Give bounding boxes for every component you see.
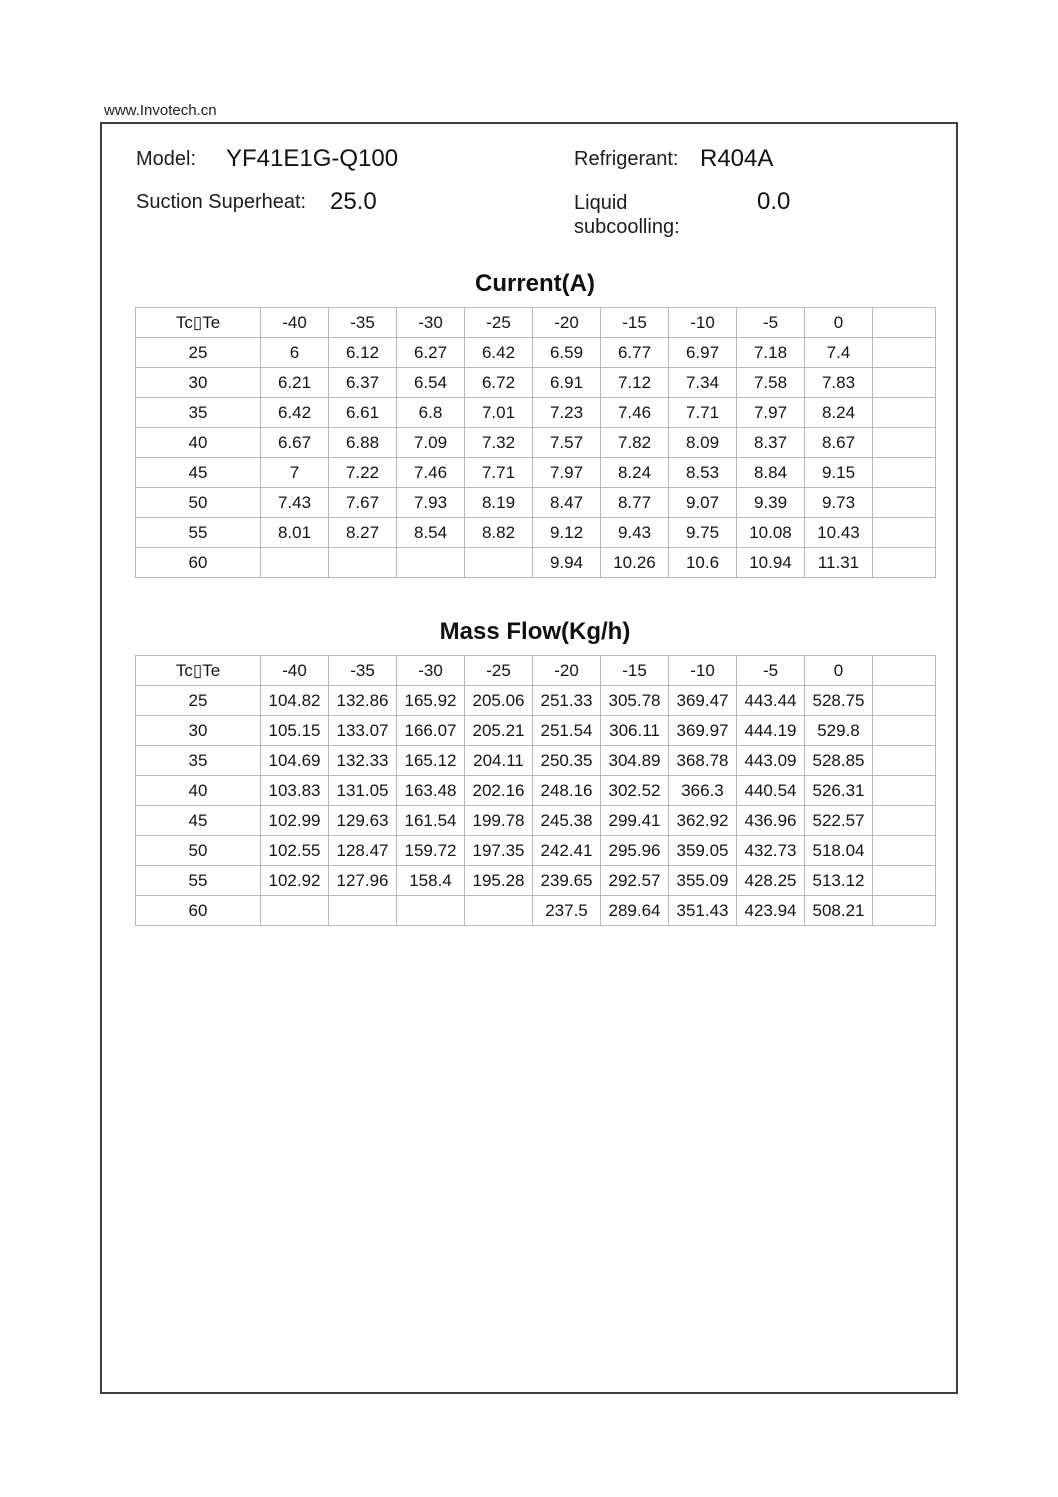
tc-row-header: 30	[136, 368, 261, 398]
table-cell: 302.52	[601, 776, 669, 806]
tc-row-header: 35	[136, 398, 261, 428]
table-cell: 369.97	[669, 716, 737, 746]
table-cell	[261, 896, 329, 926]
table-cell: 368.78	[669, 746, 737, 776]
te-column-header: -20	[533, 656, 601, 686]
empty-cell	[873, 368, 936, 398]
massflow-table	[135, 655, 936, 926]
table-row	[136, 776, 936, 806]
table-cell: 444.19	[737, 716, 805, 746]
table-cell: 306.11	[601, 716, 669, 746]
table-cell: 7.34	[669, 368, 737, 398]
table-row	[136, 716, 936, 746]
table-cell: 8.37	[737, 428, 805, 458]
model-label: Model:	[136, 148, 197, 170]
empty-cell	[873, 746, 936, 776]
table-cell: 6.12	[329, 338, 397, 368]
tc-row-header: 45	[136, 806, 261, 836]
table-cell: 6	[261, 338, 329, 368]
table-cell: 440.54	[737, 776, 805, 806]
website-url: www.Invotech.cn	[104, 102, 217, 119]
te-column-header: -25	[465, 308, 533, 338]
table-cell	[261, 548, 329, 578]
table-cell: 204.11	[465, 746, 533, 776]
table-cell: 366.3	[669, 776, 737, 806]
table-cell: 10.6	[669, 548, 737, 578]
table-cell: 7.58	[737, 368, 805, 398]
empty-cell	[873, 686, 936, 716]
document-frame	[100, 122, 958, 1394]
table-cell: 528.75	[805, 686, 873, 716]
table-row	[136, 746, 936, 776]
tc-row-header: 40	[136, 776, 261, 806]
table-cell: 8.82	[465, 518, 533, 548]
table-cell: 8.19	[465, 488, 533, 518]
table-cell: 9.15	[805, 458, 873, 488]
table-row	[136, 398, 936, 428]
table-cell: 7.18	[737, 338, 805, 368]
table-cell: 9.43	[601, 518, 669, 548]
table-cell: 359.05	[669, 836, 737, 866]
table-cell: 6.42	[465, 338, 533, 368]
empty-cell	[873, 896, 936, 926]
table-cell: 165.12	[397, 746, 465, 776]
table-cell: 11.31	[805, 548, 873, 578]
table-row	[136, 488, 936, 518]
table-cell: 103.83	[261, 776, 329, 806]
table-cell: 6.37	[329, 368, 397, 398]
table-cell: 133.07	[329, 716, 397, 746]
empty-cell	[873, 338, 936, 368]
table-cell: 10.26	[601, 548, 669, 578]
table-cell: 8.77	[601, 488, 669, 518]
table-cell: 205.21	[465, 716, 533, 746]
table-cell: 8.01	[261, 518, 329, 548]
table-row	[136, 806, 936, 836]
table-cell: 7.12	[601, 368, 669, 398]
table-cell	[397, 896, 465, 926]
table-cell: 10.43	[805, 518, 873, 548]
table-cell: 242.41	[533, 836, 601, 866]
table-cell: 105.15	[261, 716, 329, 746]
table-cell	[397, 548, 465, 578]
table-cell: 508.21	[805, 896, 873, 926]
te-column-header: -35	[329, 656, 397, 686]
table-cell: 7.93	[397, 488, 465, 518]
empty-cell	[873, 458, 936, 488]
table-cell: 132.86	[329, 686, 397, 716]
table-cell: 129.63	[329, 806, 397, 836]
te-column-header: -10	[669, 308, 737, 338]
table-cell: 6.77	[601, 338, 669, 368]
table-cell: 295.96	[601, 836, 669, 866]
tc-row-header: 55	[136, 518, 261, 548]
empty-cell	[873, 866, 936, 896]
table-cell: 7	[261, 458, 329, 488]
table-cell: 6.27	[397, 338, 465, 368]
table-cell: 9.94	[533, 548, 601, 578]
table-cell: 251.33	[533, 686, 601, 716]
te-column-header: -15	[601, 656, 669, 686]
empty-cell	[873, 776, 936, 806]
table-cell: 299.41	[601, 806, 669, 836]
table-cell: 205.06	[465, 686, 533, 716]
table-cell: 6.21	[261, 368, 329, 398]
table-cell: 522.57	[805, 806, 873, 836]
te-column-header: -40	[261, 308, 329, 338]
table-cell: 7.83	[805, 368, 873, 398]
table-cell: 369.47	[669, 686, 737, 716]
table-cell: 289.64	[601, 896, 669, 926]
table-cell: 161.54	[397, 806, 465, 836]
tc-row-header: 35	[136, 746, 261, 776]
table-cell: 7.57	[533, 428, 601, 458]
table-cell: 529.8	[805, 716, 873, 746]
table-cell: 158.4	[397, 866, 465, 896]
table-row	[136, 458, 936, 488]
table-cell: 7.82	[601, 428, 669, 458]
table-cell: 165.92	[397, 686, 465, 716]
table-cell: 7.01	[465, 398, 533, 428]
table-row	[136, 836, 936, 866]
table-cell: 6.59	[533, 338, 601, 368]
table-cell: 9.39	[737, 488, 805, 518]
table-cell: 6.97	[669, 338, 737, 368]
table-cell: 166.07	[397, 716, 465, 746]
table-cell: 6.61	[329, 398, 397, 428]
tc-row-header: 30	[136, 716, 261, 746]
tc-row-header: 55	[136, 866, 261, 896]
table-cell: 8.67	[805, 428, 873, 458]
model-value: YF41E1G-Q100	[226, 145, 399, 172]
table-cell: 102.92	[261, 866, 329, 896]
table-cell: 6.72	[465, 368, 533, 398]
table-cell: 8.27	[329, 518, 397, 548]
empty-cell	[873, 806, 936, 836]
table-cell: 9.75	[669, 518, 737, 548]
table-cell: 9.73	[805, 488, 873, 518]
table-cell: 351.43	[669, 896, 737, 926]
table-cell	[329, 896, 397, 926]
liquid-subcooling-label: Liquid subcoolling:	[574, 192, 680, 238]
table-cell: 8.24	[601, 458, 669, 488]
table-cell: 6.88	[329, 428, 397, 458]
table-cell: 251.54	[533, 716, 601, 746]
table-cell: 7.46	[601, 398, 669, 428]
te-column-header: -35	[329, 308, 397, 338]
table-cell: 7.32	[465, 428, 533, 458]
table-cell: 6.54	[397, 368, 465, 398]
table-cell: 6.8	[397, 398, 465, 428]
table-cell: 432.73	[737, 836, 805, 866]
table-cell: 362.92	[669, 806, 737, 836]
table-row	[136, 368, 936, 398]
table-cell: 7.71	[465, 458, 533, 488]
table-cell: 8.54	[397, 518, 465, 548]
table-cell: 443.44	[737, 686, 805, 716]
table-cell: 7.97	[533, 458, 601, 488]
table-cell: 6.42	[261, 398, 329, 428]
table-cell: 163.48	[397, 776, 465, 806]
table-cell: 7.4	[805, 338, 873, 368]
tc-row-header: 25	[136, 686, 261, 716]
te-column-header: 0	[805, 308, 873, 338]
table-cell: 355.09	[669, 866, 737, 896]
table-cell: 528.85	[805, 746, 873, 776]
table-row	[136, 866, 936, 896]
empty-header-cell	[873, 656, 936, 686]
table-row	[136, 428, 936, 458]
te-column-header: -25	[465, 656, 533, 686]
refrigerant-label: Refrigerant:	[574, 148, 679, 170]
table-cell: 104.69	[261, 746, 329, 776]
table-header-row	[136, 656, 936, 686]
table-cell: 8.84	[737, 458, 805, 488]
empty-cell	[873, 716, 936, 746]
table-cell: 127.96	[329, 866, 397, 896]
table-cell: 10.94	[737, 548, 805, 578]
massflow-table-title: Mass Flow(Kg/h)	[439, 618, 631, 645]
table-cell: 518.04	[805, 836, 873, 866]
table-cell: 7.09	[397, 428, 465, 458]
tc-row-header: 60	[136, 896, 261, 926]
table-cell: 436.96	[737, 806, 805, 836]
tc-row-header: 40	[136, 428, 261, 458]
table-cell	[465, 896, 533, 926]
te-column-header: -5	[737, 656, 805, 686]
empty-cell	[873, 518, 936, 548]
empty-cell	[873, 548, 936, 578]
table-cell: 159.72	[397, 836, 465, 866]
tc-row-header: 60	[136, 548, 261, 578]
te-column-header: -10	[669, 656, 737, 686]
table-cell: 7.67	[329, 488, 397, 518]
table-cell: 237.5	[533, 896, 601, 926]
current-table-title: Current(A)	[475, 270, 595, 297]
table-cell: 292.57	[601, 866, 669, 896]
table-cell: 132.33	[329, 746, 397, 776]
tc-row-header: 50	[136, 488, 261, 518]
te-column-header: -5	[737, 308, 805, 338]
table-cell: 7.22	[329, 458, 397, 488]
table-cell: 131.05	[329, 776, 397, 806]
corner-header-cell: Tc▯Te	[136, 656, 261, 686]
empty-cell	[873, 428, 936, 458]
table-cell: 423.94	[737, 896, 805, 926]
table-cell: 304.89	[601, 746, 669, 776]
table-row	[136, 686, 936, 716]
table-cell	[465, 548, 533, 578]
table-cell: 248.16	[533, 776, 601, 806]
table-cell: 9.12	[533, 518, 601, 548]
table-cell: 102.99	[261, 806, 329, 836]
table-row	[136, 518, 936, 548]
table-cell: 9.07	[669, 488, 737, 518]
te-column-header: -30	[397, 656, 465, 686]
table-cell: 239.65	[533, 866, 601, 896]
liquid-subcooling-value: 0.0	[757, 188, 791, 215]
table-cell: 8.09	[669, 428, 737, 458]
table-cell: 10.08	[737, 518, 805, 548]
table-cell: 8.24	[805, 398, 873, 428]
empty-header-cell	[873, 308, 936, 338]
te-column-header: -40	[261, 656, 329, 686]
table-cell: 6.91	[533, 368, 601, 398]
table-cell: 8.53	[669, 458, 737, 488]
table-cell: 202.16	[465, 776, 533, 806]
table-cell: 104.82	[261, 686, 329, 716]
refrigerant-value: R404A	[700, 145, 774, 172]
table-cell: 7.43	[261, 488, 329, 518]
corner-header-cell: Tc▯Te	[136, 308, 261, 338]
table-cell: 7.23	[533, 398, 601, 428]
tc-row-header: 25	[136, 338, 261, 368]
table-cell: 443.09	[737, 746, 805, 776]
table-cell: 195.28	[465, 866, 533, 896]
te-column-header: -30	[397, 308, 465, 338]
table-cell: 7.97	[737, 398, 805, 428]
table-cell: 128.47	[329, 836, 397, 866]
table-header-row	[136, 308, 936, 338]
table-cell	[329, 548, 397, 578]
current-table	[135, 307, 936, 578]
table-cell: 6.67	[261, 428, 329, 458]
tc-row-header: 45	[136, 458, 261, 488]
table-row	[136, 548, 936, 578]
te-column-header: -15	[601, 308, 669, 338]
suction-superheat-label: Suction Superheat:	[136, 191, 307, 213]
table-cell: 197.35	[465, 836, 533, 866]
table-cell: 245.38	[533, 806, 601, 836]
table-cell: 199.78	[465, 806, 533, 836]
tc-row-header: 50	[136, 836, 261, 866]
empty-cell	[873, 398, 936, 428]
table-cell: 513.12	[805, 866, 873, 896]
table-cell: 250.35	[533, 746, 601, 776]
table-row	[136, 338, 936, 368]
table-row	[136, 896, 936, 926]
suction-superheat-value: 25.0	[330, 188, 377, 215]
table-cell: 102.55	[261, 836, 329, 866]
table-cell: 7.46	[397, 458, 465, 488]
table-cell: 305.78	[601, 686, 669, 716]
table-cell: 428.25	[737, 866, 805, 896]
empty-cell	[873, 836, 936, 866]
table-cell: 526.31	[805, 776, 873, 806]
empty-cell	[873, 488, 936, 518]
te-column-header: -20	[533, 308, 601, 338]
table-cell: 7.71	[669, 398, 737, 428]
te-column-header: 0	[805, 656, 873, 686]
table-cell: 8.47	[533, 488, 601, 518]
